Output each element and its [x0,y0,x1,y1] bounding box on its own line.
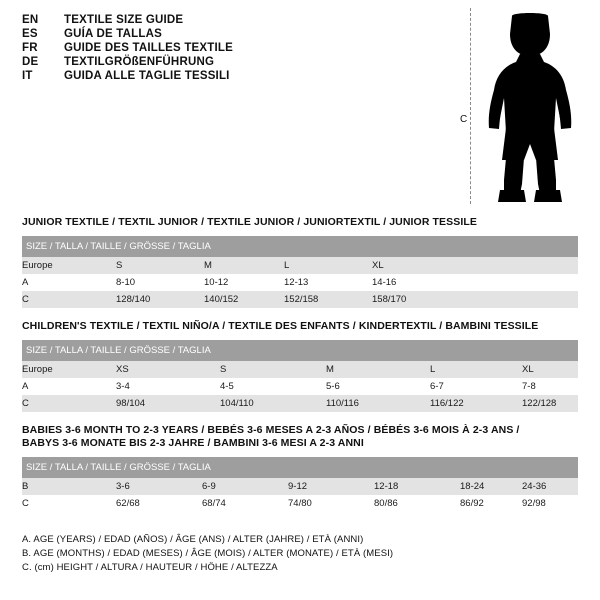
cell: 98/104 [116,395,220,412]
table-babies-header-row [22,457,578,478]
row-label-a: A [22,378,116,395]
cell: 18-24 [460,478,522,495]
cell: M [204,257,284,274]
cell: 8-10 [116,274,204,291]
cell: 122/128 [522,395,578,412]
language-row-fr [22,42,442,54]
table-babies-header-label: SIZE / TALLA / TAILLE / GRÖSSE / TAGLIA [22,457,578,478]
legend-line-b: B. AGE (MONTHS) / EDAD (MESES) / ÂGE (MOIS) / ALTER (MONATE) / ETÀ (MESI) [22,548,394,559]
cell: 128/140 [116,291,204,308]
cell: L [430,361,522,378]
table-row [22,495,578,512]
section-title-babies-line2: BABYS 3-6 MONATE BIS 2-3 JAHRE / BAMBINI 3-6 MESI A 2-3 ANNI [22,437,364,449]
cell: 24-36 [522,478,578,495]
row-label-a: A [22,274,116,291]
language-row-it [22,70,442,82]
table-row [22,378,578,395]
table-children [22,340,578,412]
height-figure [452,8,584,206]
row-label-c: C [22,291,116,308]
language-code-it: IT [22,70,33,82]
row-label-c: C [22,495,116,512]
cell: 158/170 [372,291,578,308]
language-row-de [22,56,442,68]
cell: 140/152 [204,291,284,308]
language-row-es [22,28,442,40]
language-code-fr: FR [22,42,38,54]
cell: 74/80 [288,495,374,512]
cell: 12-18 [374,478,460,495]
cell: 86/92 [460,495,522,512]
section-title-babies-line1: BABIES 3-6 MONTH TO 2-3 YEARS / BEBÉS 3-6 MESES A 2-3 AÑOS / BÉBÉS 3-6 MOIS À 2-3 ANS / [22,424,520,436]
legend-line-a: A. AGE (YEARS) / EDAD (AÑOS) / ÂGE (ANS) / ALTER (JAHRE) / ETÀ (ANNI) [22,534,364,545]
section-title-children: CHILDREN'S TEXTILE / TEXTIL NIÑO/A / TEXTILE DES ENFANTS / KINDERTEXTIL / BAMBINI TESSILE [22,320,539,332]
cell: XL [372,257,578,274]
cell: 9-12 [288,478,374,495]
cell: 10-12 [204,274,284,291]
height-marker-label: C [460,114,468,125]
cell: 104/110 [220,395,326,412]
cell: S [116,257,204,274]
table-junior [22,236,578,308]
legend-line-c: C. (cm) HEIGHT / ALTURA / HAUTEUR / HÖHE / ALTEZZA [22,562,278,573]
section-title-junior: JUNIOR TEXTILE / TEXTIL JUNIOR / TEXTILE JUNIOR / JUNIORTEXTIL / JUNIOR TESSILE [22,216,477,228]
language-title-block [22,14,442,84]
cell: 7-8 [522,378,578,395]
language-code-es: ES [22,28,38,40]
cell: M [326,361,430,378]
cell: XS [116,361,220,378]
table-junior-header-row [22,236,578,257]
cell: 3-4 [116,378,220,395]
language-code-de: DE [22,56,39,68]
height-dashed-line [470,8,471,204]
cell: L [284,257,372,274]
cell: 62/68 [116,495,202,512]
table-junior-header-label: SIZE / TALLA / TAILLE / GRÖSSE / TAGLIA [22,236,578,257]
legend-block [22,534,582,576]
cell: XL [522,361,578,378]
table-row [22,478,578,495]
language-title-fr: GUIDE DES TAILLES TEXTILE [64,42,233,54]
toddler-silhouette-icon [480,12,580,204]
language-code-en: EN [22,14,39,26]
row-label-b: B [22,478,116,495]
table-row [22,274,578,291]
cell: 80/86 [374,495,460,512]
table-babies [22,457,578,512]
cell: 152/158 [284,291,372,308]
language-title-es: GUÍA DE TALLAS [64,28,162,40]
language-row-en [22,14,442,26]
row-label-c: C [22,395,116,412]
cell: 14-16 [372,274,578,291]
table-children-header-row [22,340,578,361]
cell: 3-6 [116,478,202,495]
row-label-europe: Europe [22,257,116,274]
language-title-de: TEXTILGRÖßENFÜHRUNG [64,56,215,68]
table-row [22,361,578,378]
cell: 68/74 [202,495,288,512]
language-title-en: TEXTILE SIZE GUIDE [64,14,184,26]
cell: 5-6 [326,378,430,395]
row-label-europe: Europe [22,361,116,378]
language-title-it: GUIDA ALLE TAGLIE TESSILI [64,70,230,82]
cell: S [220,361,326,378]
cell: 116/122 [430,395,522,412]
table-row [22,257,578,274]
table-row [22,291,578,308]
table-children-header-label: SIZE / TALLA / TAILLE / GRÖSSE / TAGLIA [22,340,578,361]
cell: 12-13 [284,274,372,291]
cell: 110/116 [326,395,430,412]
cell: 6-9 [202,478,288,495]
cell: 92/98 [522,495,578,512]
table-row [22,395,578,412]
cell: 6-7 [430,378,522,395]
cell: 4-5 [220,378,326,395]
